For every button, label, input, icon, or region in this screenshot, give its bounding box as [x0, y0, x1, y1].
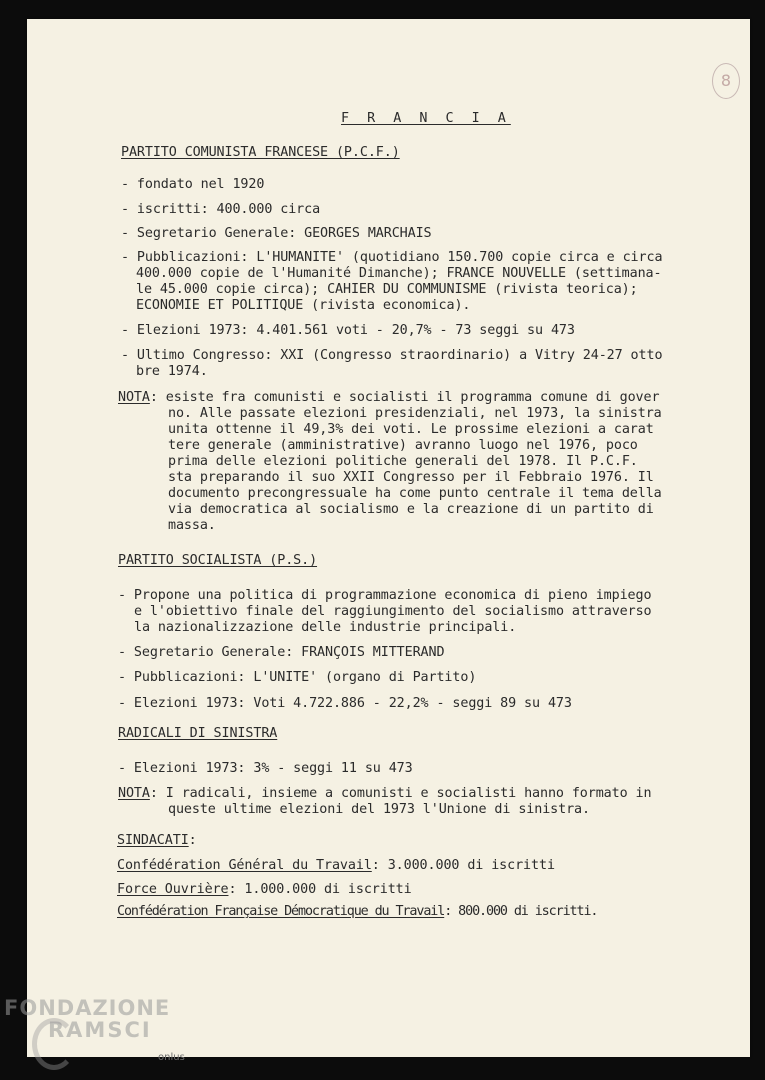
ps-heading: PARTITO SOCIALISTA (P.S.) [118, 553, 318, 568]
watermark-line2: RAMSCI [48, 1018, 152, 1042]
pcf-members: - iscritti: 400.000 circa [121, 202, 321, 217]
pcf-note-line: documento precongressuale ha come punto centrale il tema della [168, 486, 662, 501]
pcf-founded: - fondato nel 1920 [121, 177, 265, 192]
pcf-congress-line: bre 1974. [136, 364, 208, 379]
sindacati-heading-colon: : [188, 833, 197, 848]
watermark-line3: onlus [158, 1052, 185, 1063]
watermark-logo [4, 997, 170, 1041]
pcf-elections: - Elezioni 1973: 4.401.561 voti - 20,7% - 73 seggi su 473 [121, 323, 575, 338]
ps-elections: - Elezioni 1973: Voti 4.722.886 - 22,2% - seggi 89 su 473 [118, 696, 572, 711]
pcf-congress-line: - Ultimo Congresso: XXI (Congresso straordinario) a Vitry 24-27 otto [121, 348, 663, 363]
pcf-note-label: NOTA [118, 390, 150, 405]
union-members: : 800.000 di iscritti. [444, 904, 598, 919]
pcf-note-text: : esiste fra comunisti e socialisti il programma comune di gover [149, 390, 660, 405]
page-number-stamp: 8 [712, 63, 740, 99]
radicali-elections: - Elezioni 1973: 3% - seggi 11 su 473 [118, 761, 413, 776]
radicali-note-line: queste ultime elezioni del 1973 l'Unione di sinistra. [168, 802, 590, 817]
union-members: : 3.000.000 di iscritti [371, 858, 555, 873]
pcf-publications-line: - Pubblicazioni: L'HUMANITE' (quotidiano 150.700 copie circa e circa [121, 250, 663, 265]
ps-program-line: la nazionalizzazione delle industrie principali. [134, 620, 517, 635]
pcf-secretary: - Segretario Generale: GEORGES MARCHAIS [121, 226, 432, 241]
ps-program-line: - Propone una politica di programmazione economica di pieno impiego [118, 588, 652, 603]
radicali-note-first-line [118, 786, 651, 802]
union-name: Confédération Général du Travail [117, 858, 372, 873]
watermark-line1: FONDAZIONE [4, 996, 171, 1020]
pcf-publications-line: ECONOMIE ET POLITIQUE (rivista economica). [136, 298, 471, 313]
sindacati-heading-line [117, 833, 197, 849]
pcf-note-line: no. Alle passate elezioni presidenziali, nel 1973, la sinistra [168, 406, 662, 421]
union-row [117, 882, 412, 898]
radicali-note-label: NOTA [118, 786, 150, 801]
pcf-publications-line: le 45.000 copie circa); CAHIER DU COMMUNISME (rivista teorica); [136, 282, 638, 297]
pcf-note-line: prima delle elezioni politiche generali del 1978. Il P.C.F. [168, 454, 638, 469]
ps-publications: - Pubblicazioni: L'UNITE' (organo di Partito) [118, 670, 477, 685]
pcf-note-line: tere generale (amministrative) avranno luogo nel 1976, poco [168, 438, 638, 453]
pcf-note-line: via democratica al socialismo e la creazione di un partito di [168, 502, 654, 517]
pcf-note-first-line [118, 390, 659, 406]
ps-secretary: - Segretario Generale: FRANÇOIS MITTERAND [118, 645, 445, 660]
sindacati-heading: SINDACATI [117, 833, 189, 848]
radicali-note-text: : I radicali, insieme a comunisti e socialisti hanno formato in [149, 786, 652, 801]
radicali-heading: RADICALI DI SINISTRA [118, 726, 278, 741]
pcf-note-line: massa. [168, 518, 216, 533]
union-row [117, 904, 597, 920]
union-members: : 1.000.000 di iscritti [228, 882, 412, 897]
pcf-publications-line: 400.000 copie de l'Humanité Dimanche); FRANCE NOUVELLE (settimana- [136, 266, 662, 281]
pcf-note-line: unita ottenne il 49,3% dei voti. Le prossime elezioni a carat [168, 422, 654, 437]
union-name: Confédération Française Démocratique du Travail [117, 904, 445, 919]
union-name: Force Ouvrière [117, 882, 229, 897]
page-title: F R A N C I A [341, 111, 511, 126]
ps-program-line: e l'obiettivo finale del raggiungimento del socialismo attraverso [134, 604, 652, 619]
pcf-note-line: sta preparando il suo XXII Congresso per il Febbraio 1976. Il [168, 470, 654, 485]
union-row [117, 858, 555, 874]
pcf-heading: PARTITO COMUNISTA FRANCESE (P.C.F.) [121, 145, 400, 160]
